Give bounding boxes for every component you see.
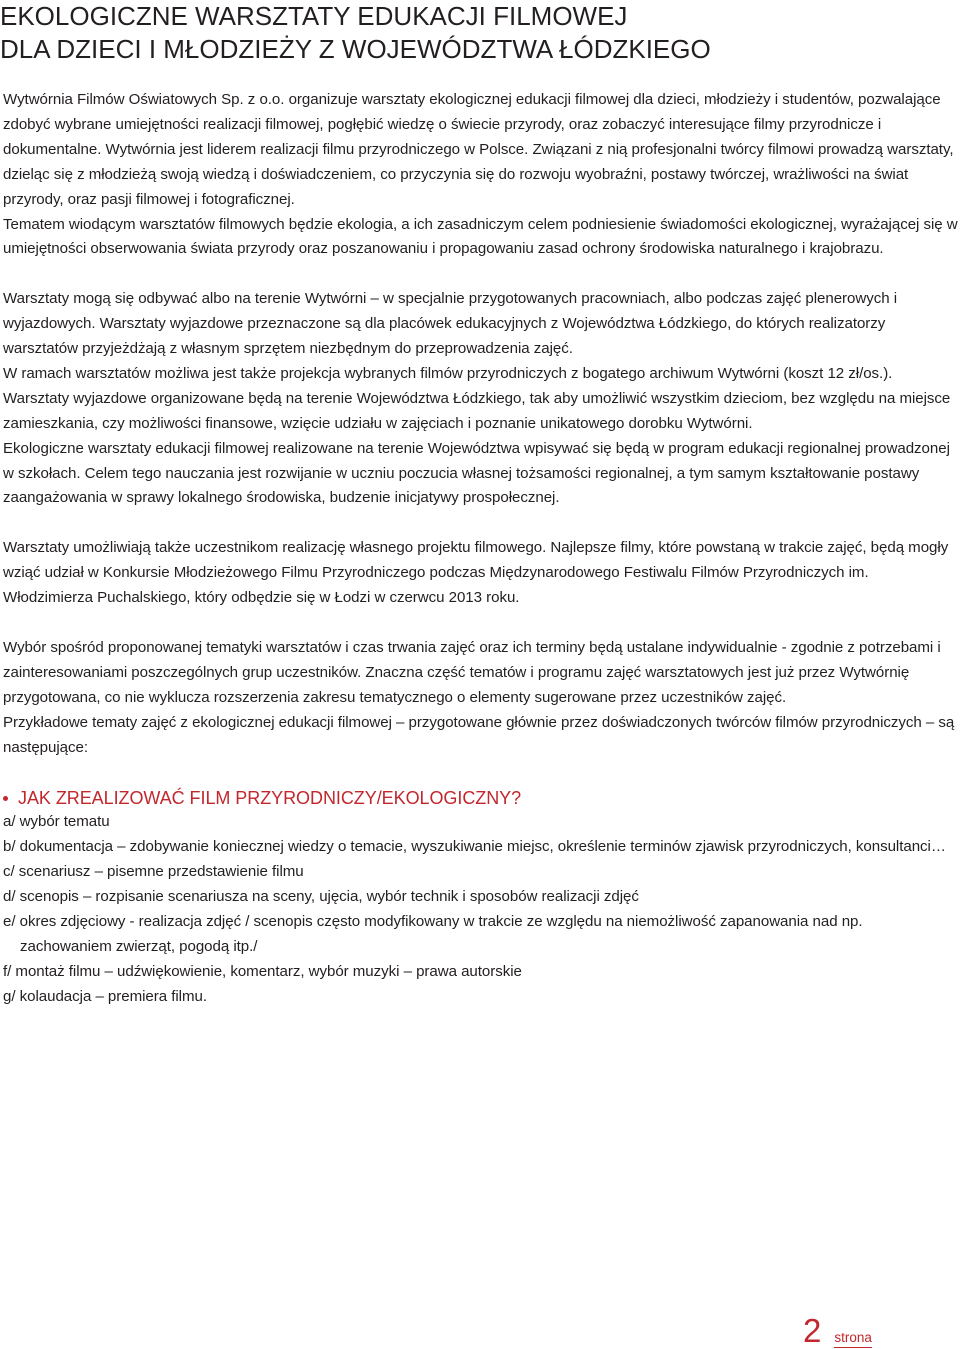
paragraph: Wybór spośród proponowanej tematyki warsztatów i czas trwania zajęć oraz ich terminy będą ustalane indywidualnie - zgodnie z potrzebami i zainteresowaniami poszczególnych grup uczestników. Znaczna część tematów i programu zajęć warsztatowych jest już przez Wytwórnię przygotowana, co nie wyklucza rozszerzenia zakresu tematycznego o elementy sugerowane przez uczestników zajęć. xyxy=(3,638,941,706)
paragraph-spacer xyxy=(3,262,958,287)
list-item: d/ scenopis – rozpisanie scenariusza na sceny, ujęcia, wybór technik i sposobów realizacji zdjęć xyxy=(3,888,639,906)
topic-list xyxy=(3,810,958,1009)
section-heading xyxy=(3,786,958,810)
paragraph: Warsztaty mogą się odbywać albo na terenie Wytwórni – w specjalnie przygotowanych pracowniach, albo podczas zajęć plenerowych i wyjazdowych. Warsztaty wyjazdowe przeznaczone są dla placówek edukacyjnych z Województwa Łódzkiego, do których realizatorzy warsztatów przyjeżdżają z własnym sprzętem niezbędnym do przeprowadzenia zajęć. xyxy=(3,290,897,358)
paragraph-spacer xyxy=(3,511,958,536)
bullet-icon xyxy=(3,796,8,801)
document-body xyxy=(3,88,958,1010)
list-item: c/ scenariusz – pisemne przedstawienie filmu xyxy=(3,863,304,881)
document-title xyxy=(0,0,960,66)
paragraph: Wytwórnia Filmów Oświatowych Sp. z o.o. organizuje warsztaty ekologicznej edukacji filmowej dla dzieci, młodzieży i studentów, pozwalające zdobyć wybrane umiejętności realizacji filmowej, pogłębić wiedzę o świecie przyrody, oraz zobaczyć interesujące filmy przyrodnicze i dokumentalne. Wytwórnia jest liderem realizacji filmu przyrodniczego w Polsce. Związani z nią profesjonalni twórcy filmowi prowadzą warsztaty, dzieląc się z młodzieżą swoją wiedzą i doświadczeniem, co przyczynia się do rozwoju wyobraźni, postawy twórczej, wrażliwości na świat przyrody, oraz pasji filmowej i fotograficznej. xyxy=(3,91,954,208)
paragraph: Warsztaty wyjazdowe organizowane będą na terenie Województwa Łódzkiego, tak aby umożliwić wszystkim dzieciom, bez względu na miejsce zamieszkania, czy możliwości finansowe, wzięcie udziału w zajęciach i poznanie unikatowego dorobku Wytwórni. xyxy=(3,389,951,432)
list-item: b/ dokumentacja – zdobywanie koniecznej wiedzy o temacie, wyszukiwanie miejsc, określenie terminów zjawisk przyrodniczych, konsultanci… xyxy=(3,838,946,856)
list-item: e/ okres zdjęciowy - realizacja zdjęć / scenopis często modyfikowany w trakcie ze względu na niemożliwość zapanowania nad np. zachowaniem zwierząt, pogodą itp./ xyxy=(3,913,863,955)
list-item: f/ montaż filmu – udźwiękowienie, komentarz, wybór muzyki – prawa autorskie xyxy=(3,962,522,980)
title-line-2: DLA DZIECI I MŁODZIEŻY Z WOJEWÓDZTWA ŁÓDZKIEGO xyxy=(0,34,711,64)
paragraph: Warsztaty umożliwiają także uczestnikom realizację własnego projektu filmowego. Najlepsze filmy, które powstaną w trakcie zajęć, będą mogły wziąć udział w Konkursie Młodzieżowego Filmu Przyrodniczego podczas Międzynarodowego Festiwalu Filmów Przyrodniczych im. Włodzimierza Puchalskiego, który odbędzie się w Łodzi w czerwcu 2013 roku. xyxy=(3,539,949,607)
page-number: 2 xyxy=(803,1312,822,1349)
title-line-1: EKOLOGICZNE WARSZTATY EDUKACJI FILMOWEJ xyxy=(0,1,628,31)
list-item: g/ kolaudacja – premiera filmu. xyxy=(3,987,207,1005)
page-footer xyxy=(803,1314,872,1348)
paragraph: Ekologiczne warsztaty edukacji filmowej realizowane na terenie Województwa wpisywać się będą w program edukacji regionalnej prowadzonej w szkołach. Celem tego nauczania jest rozwijanie w uczniu poczucia własnej tożsamości regionalnej, a tym samym kształtowanie postawy zaangażowania w sprawy lokalnego środowiska, budzenie inicjatywy prospołecznej. xyxy=(3,439,950,507)
section-heading-text: JAK ZREALIZOWAĆ FILM PRZYRODNICZY/EKOLOGICZNY? xyxy=(18,788,522,809)
paragraph-spacer xyxy=(3,611,958,636)
page-label: strona xyxy=(834,1330,872,1348)
list-item: a/ wybór tematu xyxy=(3,813,110,831)
paragraph: Przykładowe tematy zajęć z ekologicznej edukacji filmowej – przygotowane głównie przez doświadczonych twórców filmów przyrodniczych – są następujące: xyxy=(3,713,955,756)
paragraph: W ramach warsztatów możliwa jest także projekcja wybranych filmów przyrodniczych z bogatego archiwum Wytwórni (koszt 12 zł/os.). xyxy=(3,364,893,382)
paragraph: Tematem wiodącym warsztatów filmowych będzie ekologia, a ich zasadniczym celem podniesienie świadomości ekologicznej, wyrażającej się w umiejętności obserwowania świata przyrody oraz poszanowaniu i propagowaniu zasad ochrony środowiska naturalnego i krajobrazu. xyxy=(3,215,958,258)
